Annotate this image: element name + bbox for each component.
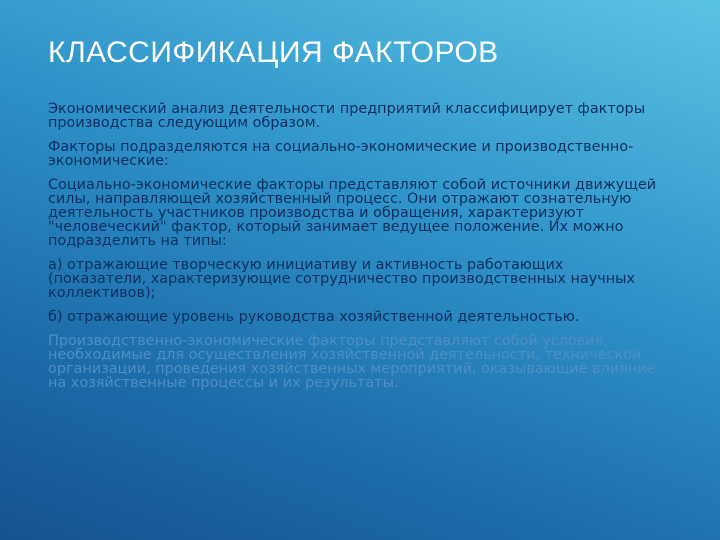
- paragraph-type-a: а) отражающие творческую инициативу и активность работающих (показатели, характеризующие сотрудничество производственных научных коллективов);: [48, 257, 636, 301]
- paragraph-type-b: б) отражающие уровень руководства хозяйственной деятельностью.: [48, 309, 580, 325]
- paragraph-production-economic: Производственно-экономические факторы представляют собой условия, необходимые для осуществления хозяйственной деятельности, технической организации, проведения хозяйственных мероприятий, оказывающие влияние на хозяйственные процессы и их результаты.: [48, 333, 656, 391]
- paragraph-intro: Экономический анализ деятельности предприятий классифицирует факторы производства следующим образом.: [48, 101, 646, 131]
- paragraph-socio-economic: Социально-экономические факторы представляют собой источники движущей силы, направляющей хозяйственный процесс. Они отражают сознательную деятельность участников производства и обращения, характеризуют "человеческий" фактор, который занимает ведущее положение. Их можно подразделить на типы:: [48, 177, 657, 249]
- paragraph-division: Факторы подразделяются на социально-экономические и производственно-экономические:: [48, 139, 634, 169]
- slide-content: [48, 102, 660, 400]
- slide-title: КЛАССИФИКАЦИЯ ФАКТОРОВ: [48, 36, 499, 69]
